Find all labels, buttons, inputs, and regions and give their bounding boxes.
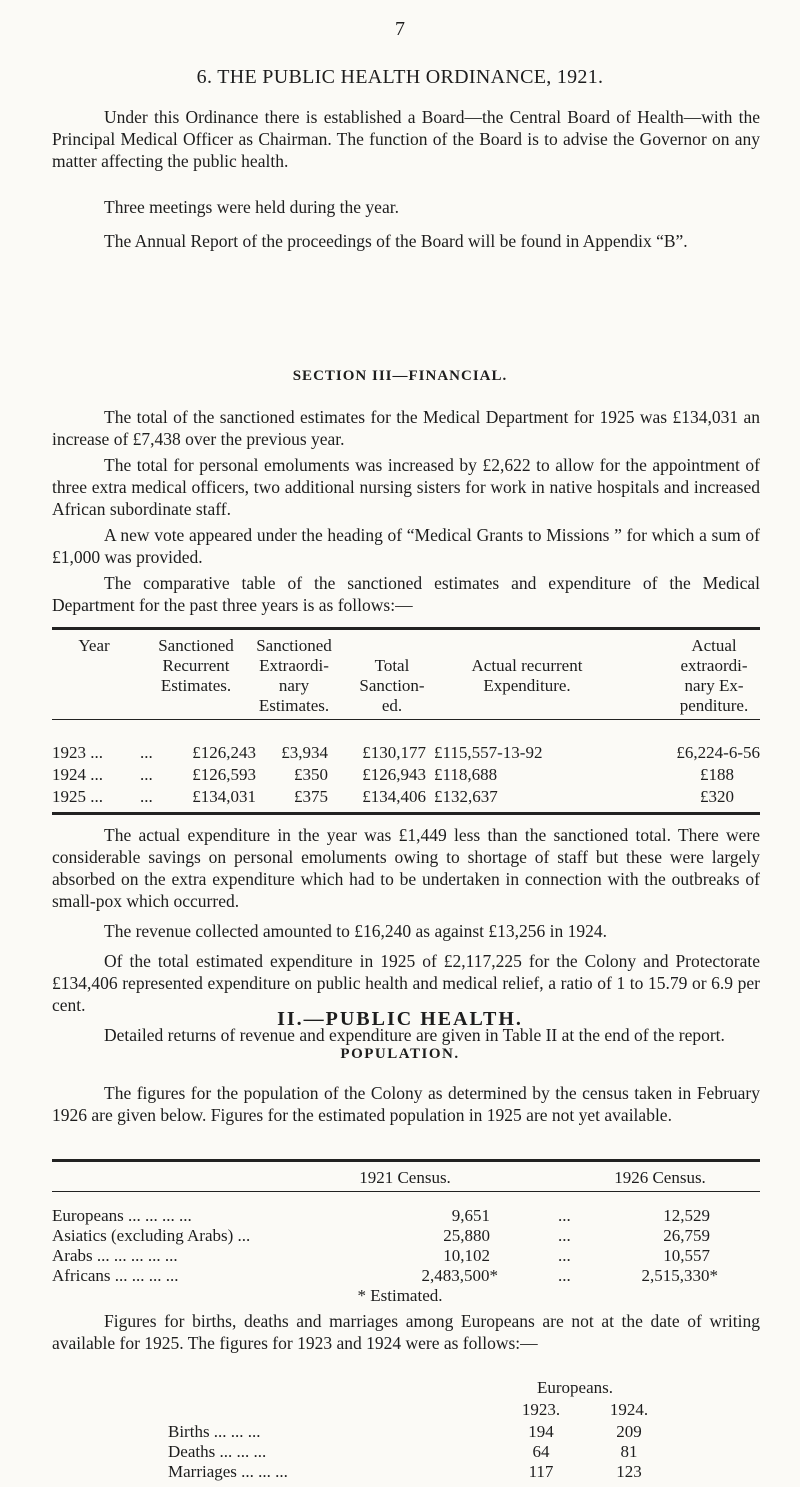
ordinance-paragraph-1: Under this Ordinance there is established a Board—the Central Board of Health—with the Principal Medical Officer as Chairman. The function of the Board is to advise the Governor on any matter affecting the public health. — [52, 107, 760, 171]
financial-paragraph-2: The total for personal emoluments was increased by £2,622 to allow for the appointment of three extra medical officers, two additional nursing sisters for work in native hospitals and increased African subordinate staff. — [52, 455, 760, 519]
table-bottom-rule — [52, 812, 760, 815]
financial-paragraph-5: The actual expenditure in the year was £1,449 less than the sanctioned total. There were considerable savings on personal emoluments owing to shortage of staff but these were largely absorbed on the extra expenditure which had to be undertaken in connection with the outbreaks of small-pox which occurred. — [52, 825, 760, 911]
census-header-rule — [52, 1191, 760, 1192]
page-number: 7 — [395, 18, 405, 40]
financial-paragraph-7: Of the total estimated expenditure in 1925 of £2,117,225 for the Colony and Protectorate £134,406 represented expenditure on public health and medical relief, a ratio of 1 to 15.79 or 6.9 per cent. — [52, 951, 760, 1015]
population-paragraph: The figures for the population of the Colony as determined by the census taken in February 1926 are given below. Figures for the estimated population in 1925 are not yet available. — [52, 1083, 760, 1125]
financial-paragraph-8: Detailed returns of revenue and expenditure are given in Table II at the end of the report. — [104, 1025, 725, 1045]
header-1921-census: 1921 Census. — [359, 1168, 451, 1187]
ordinance-paragraph-3: The Annual Report of the proceedings of the Board will be found in Appendix “B”. — [104, 231, 688, 251]
header-year: Year — [78, 636, 110, 655]
ordinance-title: 6. THE PUBLIC HEALTH ORDINANCE, 1921. — [196, 66, 604, 88]
section-financial-heading: SECTION III—FINANCIAL. — [292, 368, 508, 384]
section-public-health-heading: II.—PUBLIC HEALTH. — [277, 1008, 523, 1030]
ordinance-paragraph-2: Three meetings were held during the year. — [104, 197, 399, 217]
financial-paragraph-3: A new vote appeared under the heading of “Medical Grants to Missions ” for which a sum of £1,000 was provided. — [52, 525, 760, 567]
header-1923: 1923. — [521, 1400, 561, 1419]
header-europeans: Europeans. — [536, 1378, 613, 1397]
table-header-rule — [52, 719, 760, 720]
section-population-heading: POPULATION. — [340, 1046, 460, 1062]
census-footnote: * Estimated. — [357, 1286, 443, 1305]
header-1924: 1924. — [609, 1400, 649, 1419]
financial-paragraph-6: The revenue collected amounted to £16,240 as against £13,256 in 1924. — [104, 921, 607, 941]
vital-statistics-paragraph: Figures for births, deaths and marriages among Europeans are not at the date of writing available for 1925. The figures for 1923 and 1924 were as follows:— — [52, 1311, 760, 1353]
table-top-rule — [52, 627, 760, 630]
financial-paragraph-1: The total of the sanctioned estimates for the Medical Department for 1925 was £134,031 an increase of £7,438 over the previous year. — [52, 407, 760, 449]
header-1926-census: 1926 Census. — [614, 1168, 706, 1187]
document-page: 7 6. THE PUBLIC HEALTH ORDINANCE, 1921. Under this Ordinance there is established a Board—the Central Board of Health—with the Principal Medical Officer as Chairman. The function of the Board is to advise the Governor on any matter affecting the public health. Three meetings were held during the year. The Annual Report of the proceedings of the Board will be found in Appendix “B”. SECTION III—FINANCIAL. The total of the sanctioned estimates for the Medical Department for 1925 was £134,031 an increase of £7,438 over the previous year. The total for personal emoluments was increased by £2,622 to allow for the appointment of three extra medical officers, two additional nursing sisters for work in native hospitals and increased African subordinate staff. A new vote appeared under the heading of “Medical Grants to Missions ” for which a sum of £1,000 was provided. The comparative table of the sanctioned estimates and expenditure of the Medical Department for the past three years is as follows:— Year Sanctioned Recurrent Estimates. Sanctioned Extraordi- nary Estimates. Total Sanction- ed. Actual recurrent Expenditure. Actual extraordi- nary Ex- penditure. 1923 ... ... £126,243 £3,934 £130,177 £115,557-13-92 £6,224-6-56 1924 ... ... £126,593 £350 £126,943 £118,688 £188 1925 ... ... £134,031 £375 £134,406 £132,637 £320 The actual expenditure in the year was £1,449 less than the sanctioned total. There were considerable savings on personal emoluments owing to shortage of staff but these were largely absorbed on the extra expenditure which had to be undertaken in connection with the outbreaks of small-pox which occurred. The revenue collected amounted to £16,240 as against £13,256 in 1924. Of the total estimated expenditure in 1925 of £2,117,225 for the Colony and Protectorate £134,406 represented expenditure on public health and medical relief, a ratio of 1 to 15.79 or 6.9 per cent. II.—PUBLIC HEALTH. POPULATION. The figures for the population of the Colony as determined by the census taken in February 1926 are given below. Figures for the estimated population in 1925 are not yet available. 1921 Census. 1926 Census. Europeans ... ... ... ... 9,651 ... 12,529 Asiatics (excluding Arabs) ... 25,880 ... 26,759 Arabs ... ... ... ... ... 10,102 ... 10,557 Africans ... ... ... ... 2,483,500* ... 2,515,330* * Estimated. Figures for births, deaths and marriages among Europeans are not at the date of writing available for 1925. The figures for 1923 and 1924 were as follows:— Europeans. 1923. 1924. Births ... ... ... 194 209 Deaths ... ... ... 64 81 Marriages ... ... ... 117 123 Detailed returns of revenue and expenditure are given in Table II at the end of the report. — [0, 0, 800, 1487]
financial-paragraph-4: The comparative table of the sanctioned estimates and expenditure of the Medical Department for the past three years is as follows:— — [52, 573, 760, 615]
census-top-rule — [52, 1159, 760, 1162]
